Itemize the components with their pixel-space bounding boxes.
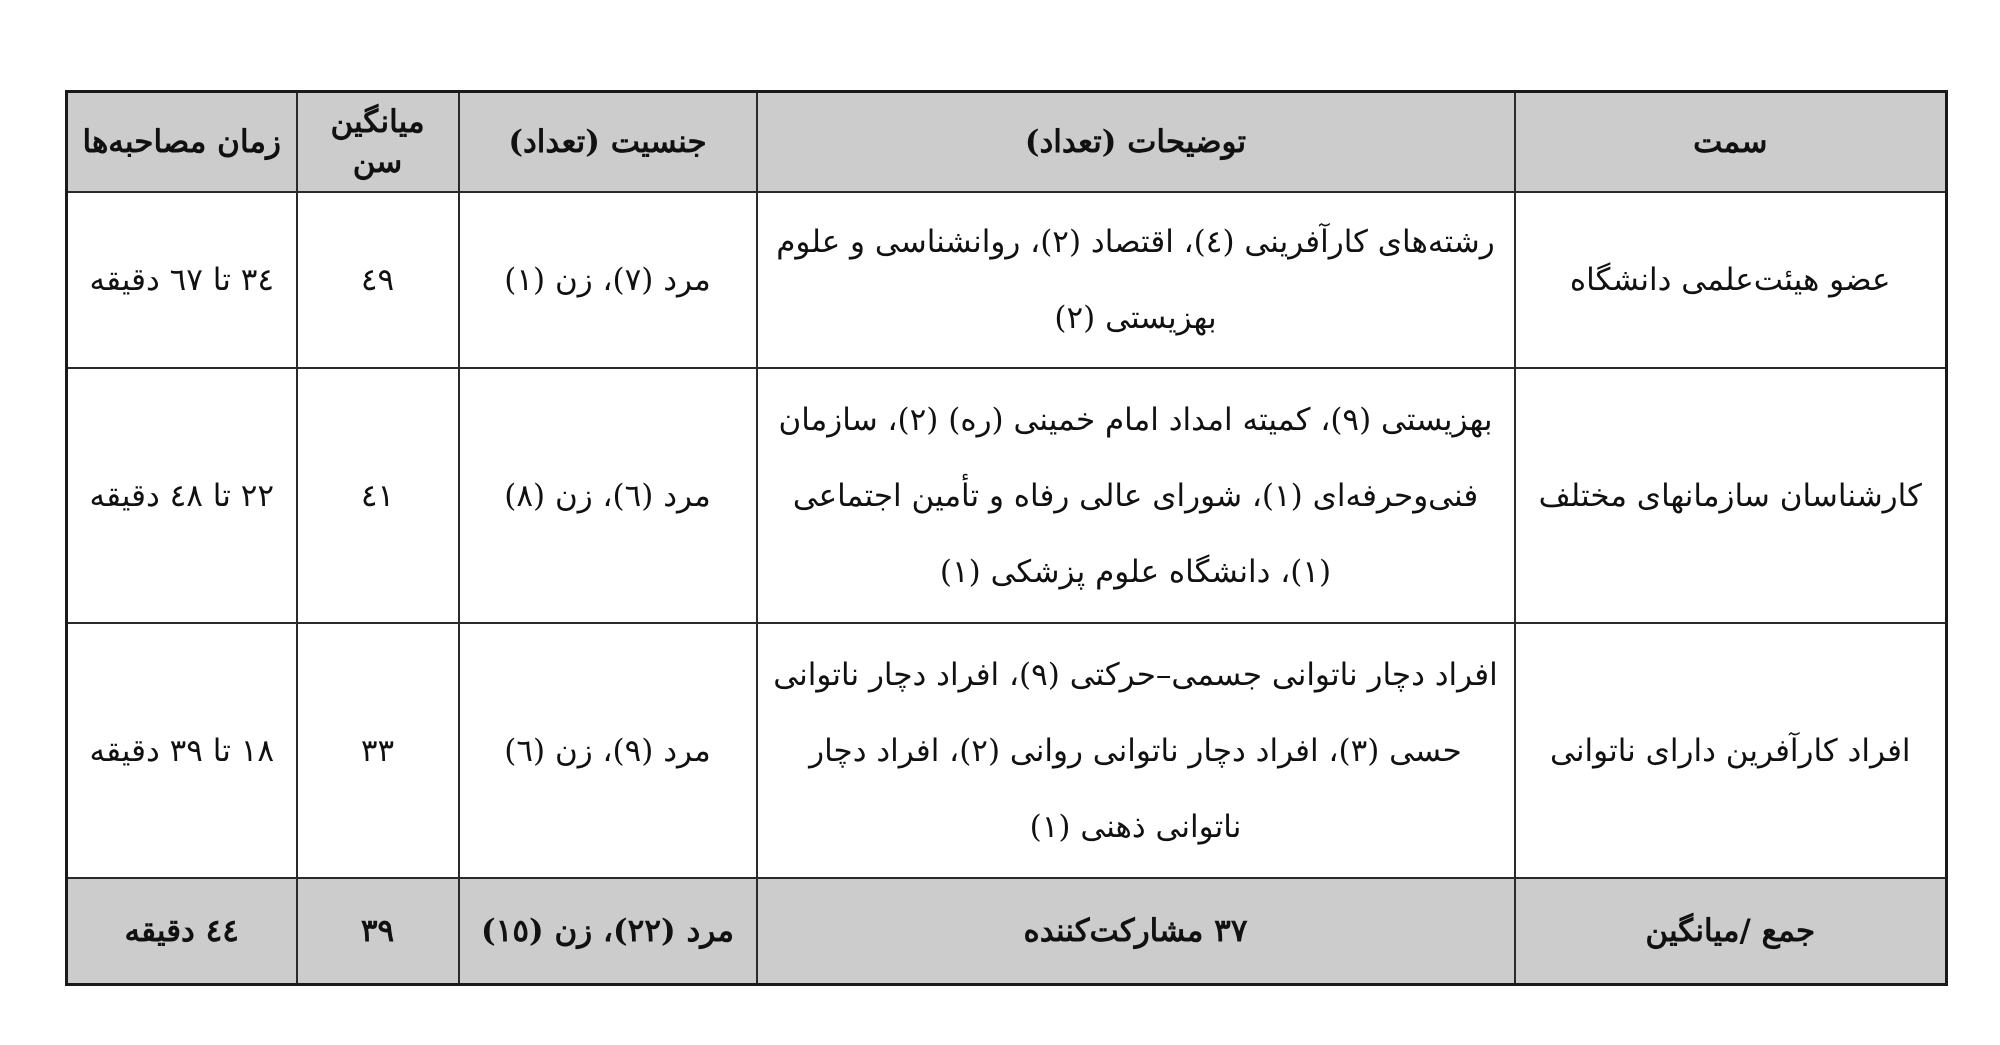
table-row xyxy=(67,192,1947,368)
cell-role: افراد کارآفرین دارای ناتوانی xyxy=(1515,623,1947,878)
cell-role: عضو هیئت‌علمی دانشگاه xyxy=(1515,192,1947,368)
footer-avg-age: ٣٩ xyxy=(297,878,459,985)
header-gender: جنسیت (تعداد) xyxy=(459,92,757,193)
header-description: توضیحات (تعداد) xyxy=(757,92,1515,193)
header-role: سمت xyxy=(1515,92,1947,193)
table-header-row xyxy=(67,92,1947,193)
header-interview-time: زمان مصاحبه‌ها xyxy=(67,92,297,193)
footer-description: ٣٧ مشارکت‌کننده xyxy=(757,878,1515,985)
cell-role: کارشناسان سازمانهای مختلف xyxy=(1515,368,1947,623)
cell-gender: مرد (٦)، زن (٨) xyxy=(459,368,757,623)
participants-table xyxy=(65,90,1948,986)
cell-interview-time: ١٨ تا ٣٩ دقیقه xyxy=(67,623,297,878)
table-container xyxy=(65,90,1945,986)
cell-gender: مرد (٧)، زن (١) xyxy=(459,192,757,368)
footer-gender: مرد (٢٢)، زن (١٥) xyxy=(459,878,757,985)
cell-interview-time: ٢٢ تا ٤٨ دقیقه xyxy=(67,368,297,623)
cell-description: افراد دچار ناتوانی جسمی–حرکتی (٩)، افراد دچار ناتوانی حسی (٣)، افراد دچار ناتوانی روانی (٢)، افراد دچار ناتوانی ذهنی (١) xyxy=(757,623,1515,878)
footer-role: جمع /میانگین xyxy=(1515,878,1947,985)
footer-interview-time: ٤٤ دقیقه xyxy=(67,878,297,985)
table-row xyxy=(67,368,1947,623)
cell-avg-age: ٤١ xyxy=(297,368,459,623)
cell-interview-time: ٣٤ تا ٦٧ دقیقه xyxy=(67,192,297,368)
table-row xyxy=(67,623,1947,878)
table-footer-row xyxy=(67,878,1947,985)
cell-description: بهزیستی (٩)، کمیته امداد امام خمینی (ره) (٢)، سازمان فنی‌وحرفه‌ای (١)، شورای عالی رفاه و تأمین اجتماعی (١)، دانشگاه علوم پزشکی (١) xyxy=(757,368,1515,623)
cell-description: رشته‌های کارآفرینی (٤)، اقتصاد (٢)، روانشناسی و علوم بهزیستی (٢) xyxy=(757,192,1515,368)
cell-gender: مرد (٩)، زن (٦) xyxy=(459,623,757,878)
cell-avg-age: ٤٩ xyxy=(297,192,459,368)
cell-avg-age: ٣٣ xyxy=(297,623,459,878)
header-avg-age: میانگین سن xyxy=(297,92,459,193)
